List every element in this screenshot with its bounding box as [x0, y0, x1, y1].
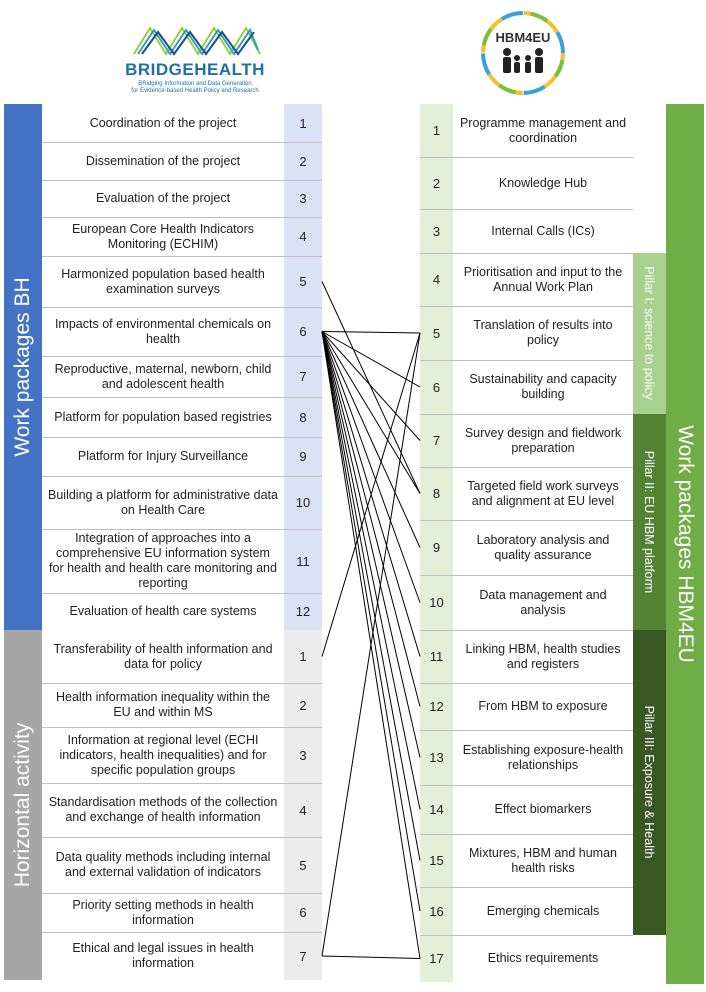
- bh-item-3-text: Evaluation of the project: [95, 191, 231, 205]
- bridgehealth-logo-text: BRIDGEHEALTH: [125, 60, 265, 79]
- hbm-group-band: [666, 104, 704, 984]
- bh-item-6-number: 6: [284, 307, 322, 356]
- ha-item-6-number: 6: [284, 893, 322, 932]
- bh-item-2-number: 2: [284, 142, 322, 180]
- pillar-1-band: [633, 253, 666, 414]
- hbm-item-13-number: 13: [420, 730, 453, 785]
- hbm-item-5-number: 5: [420, 306, 453, 360]
- hbm-item-17-number: 17: [420, 935, 453, 982]
- bh-row-divider: [42, 217, 322, 218]
- bh-item-1-text: Coordination of the project: [89, 115, 237, 130]
- pillar-3-label: Pillar III: Exposure & Health: [642, 705, 656, 859]
- ha-item-5-number: 5: [284, 837, 322, 893]
- hbm-item-15-text: Mixtures, HBM and human health risks: [469, 845, 617, 875]
- hbm-row-divider: [420, 630, 633, 631]
- hbm4eu-family-icon: [478, 8, 568, 98]
- ha-item-2-text: Health information inequality within the EU and within MS: [55, 690, 270, 719]
- hbm-item-10-number: 10: [420, 575, 453, 630]
- ha-item-3-number: 3: [284, 727, 322, 783]
- hbm-item-9-number: 9: [420, 520, 453, 575]
- ha-item-6-text: Priority setting methods in health information: [72, 897, 254, 927]
- link-ha-7-to-hbm-5: [322, 333, 420, 956]
- hbm-item-16-number: 16: [420, 887, 453, 935]
- link-bh-6-to-hbm-7: [322, 332, 420, 441]
- hbm-item-4-text: Prioritisation and input to the Annual Work Plan: [463, 264, 623, 294]
- hbm-item-7-text: Survey design and fieldwork preparation: [464, 425, 622, 455]
- hbm-row-divider: [420, 253, 633, 254]
- bh-group-label: Work packages BH: [11, 277, 34, 457]
- bh-item-3-number: 3: [284, 180, 322, 217]
- bh-item-7-number: 7: [284, 356, 322, 397]
- hbm-row-divider: [420, 360, 633, 361]
- hbm-row-divider: [420, 414, 633, 415]
- bh-item-11-text: Integration of approaches into a comprehensive EU information system for health and health care monitoring and reporting: [49, 531, 277, 590]
- bh-row-divider: [42, 356, 322, 357]
- hbm-item-1-text: Programme management and coordination: [459, 115, 627, 145]
- hbm-item-2-text: Knowledge Hub: [498, 175, 588, 190]
- bridgehealth-tagline-2: for Evidence-based Health Policy and Research: [131, 88, 259, 94]
- pillar-1-label: Pillar I: science to policy: [642, 266, 656, 400]
- hbm-row-divider: [420, 785, 633, 786]
- hbm-item-11-text: Linking HBM, health studies and registers: [465, 641, 621, 671]
- link-bh-6-to-hbm-16: [322, 332, 420, 912]
- hbm-row-divider: [420, 209, 633, 210]
- hbm-row-divider: [420, 683, 633, 684]
- ha-item-1-number: 1: [284, 630, 322, 683]
- pillar-3-band: [633, 630, 666, 935]
- ha-item-4-number: 4: [284, 783, 322, 837]
- hbm-item-12-text: From HBM to exposure: [478, 699, 608, 713]
- bh-item-8-number: 8: [284, 397, 322, 437]
- link-ha-1-to-hbm-5: [322, 333, 420, 657]
- bridgehealth-tagline-1: BRidging Information and Data Generation: [138, 81, 252, 87]
- bridgehealth-wave-icon: [132, 24, 262, 58]
- hbm-item-8-number: 8: [420, 467, 453, 520]
- bh-item-10-text: Building a platform for administrative data on Health Care: [48, 487, 278, 517]
- hbm-item-17-text: Ethics requirements: [487, 951, 599, 965]
- hbm-item-8-text: Targeted field work surveys and alignment at EU level: [467, 478, 619, 508]
- link-bh-6-to-hbm-6: [322, 332, 420, 388]
- link-bh-6-to-hbm-5: [322, 332, 420, 334]
- ha-item-1-text: Transferability of health information and data for policy: [53, 641, 273, 671]
- link-bh-6-to-hbm-9: [322, 332, 420, 548]
- bh-item-9-text: Platform for Injury Surveillance: [77, 449, 249, 463]
- link-ha-7-to-hbm-17: [322, 956, 420, 959]
- hbm-item-6-number: 6: [420, 360, 453, 414]
- bh-item-6-text: Impacts of environmental chemicals on health: [54, 316, 272, 346]
- bh-item-8-text: Platform for population based registries: [54, 409, 272, 424]
- bh-row-divider: [42, 142, 322, 143]
- bh-item-11-number: 11: [284, 529, 322, 593]
- bh-row-divider: [42, 180, 322, 181]
- hbm-item-12-number: 12: [420, 683, 453, 730]
- hbm-row-divider: [420, 467, 633, 468]
- bh-item-9-number: 9: [284, 437, 322, 476]
- hbm-row-divider: [420, 157, 633, 158]
- bh-row-divider: [42, 307, 322, 308]
- hbm-item-14-number: 14: [420, 785, 453, 834]
- bh-item-5-number: 5: [284, 256, 322, 307]
- hbm-row-divider: [420, 935, 633, 936]
- hbm-item-15-number: 15: [420, 834, 453, 887]
- link-bh-6-to-hbm-15: [322, 332, 420, 861]
- hbm-row-divider: [420, 887, 633, 888]
- link-bh-6-to-hbm-14: [322, 332, 420, 810]
- ha-item-5-text: Data quality methods including internal and external validation of indicators: [55, 850, 271, 879]
- hbm-item-9-text: Laboratory analysis and quality assurance: [476, 532, 610, 562]
- hbm-item-1-number: 1: [420, 104, 453, 157]
- hbm-row-divider: [420, 306, 633, 307]
- pillar-2-label: Pillar II: EU HBM platform: [642, 450, 656, 594]
- hbm-item-6-text: Sustainability and capacity building: [469, 372, 617, 401]
- bh-group-band: [4, 104, 42, 630]
- bh-row-divider: [42, 593, 322, 594]
- link-bh-6-to-hbm-11: [322, 332, 420, 657]
- bh-item-12-number: 12: [284, 593, 322, 630]
- hbm-item-3-text: Internal Calls (ICs): [491, 223, 595, 238]
- bh-item-4-text: European Core Health Indicators Monitoring (ECHIM): [71, 221, 255, 251]
- ha-row-divider: [42, 783, 322, 784]
- ha-item-2-number: 2: [284, 683, 322, 727]
- link-bh-6-to-hbm-17: [322, 332, 420, 959]
- hbm-row-divider: [420, 575, 633, 576]
- hbm-item-4-number: 4: [420, 253, 453, 306]
- bridgehealth-logo: [120, 24, 270, 104]
- bh-row-divider: [42, 256, 322, 257]
- bh-row-divider: [42, 397, 322, 398]
- bh-item-5-text: Harmonized population based health examination surveys: [61, 266, 265, 296]
- ha-item-3-text: Information at regional level (ECHI indicators, health inequalities) and for specific population groups: [59, 732, 267, 777]
- bh-item-10-number: 10: [284, 476, 322, 529]
- bh-row-divider: [42, 476, 322, 477]
- ha-group-band: [4, 630, 42, 980]
- ha-row-divider: [42, 683, 322, 684]
- link-bh-6-to-hbm-13: [322, 332, 420, 758]
- ha-row-divider: [42, 727, 322, 728]
- ha-item-7-text: Ethical and legal issues in health information: [72, 941, 254, 970]
- hbm4eu-logo-text: HBM4EU: [495, 30, 551, 45]
- bh-item-4-number: 4: [284, 217, 322, 256]
- hbm-item-5-text: Translation of results into policy: [473, 318, 613, 347]
- hbm-item-10-text: Data management and analysis: [479, 587, 607, 617]
- hbm-item-7-number: 7: [420, 414, 453, 467]
- bh-row-divider: [42, 529, 322, 530]
- hbm-row-divider: [420, 520, 633, 521]
- ha-group-label: Horizontal activity: [11, 722, 34, 888]
- hbm-item-11-number: 11: [420, 630, 453, 683]
- ha-row-divider: [42, 893, 322, 894]
- hbm-item-14-text: Effect biomarkers: [494, 802, 592, 816]
- ha-row-divider: [42, 837, 322, 838]
- ha-item-7-number: 7: [284, 932, 322, 980]
- hbm-item-13-text: Establishing exposure-health relationships: [462, 742, 624, 772]
- hbm-group-label: Work packages HBM4EU: [674, 425, 697, 663]
- hbm-item-3-number: 3: [420, 209, 453, 253]
- link-bh-6-to-hbm-8: [322, 332, 420, 494]
- ha-row-divider: [42, 932, 322, 933]
- bh-item-7-text: Reproductive, maternal, newborn, child and adolescent health: [54, 361, 272, 391]
- link-bh-5-to-hbm-8: [322, 282, 420, 494]
- link-bh-6-to-hbm-10: [322, 332, 420, 603]
- pillar-2-band: [633, 414, 666, 630]
- bh-item-2-text: Dissemination of the project: [85, 153, 241, 168]
- bh-item-1-number: 1: [284, 104, 322, 142]
- ha-item-4-text: Standardisation methods of the collection and exchange of health information: [48, 795, 278, 824]
- hbm-item-16-text: Emerging chemicals: [486, 903, 600, 918]
- hbm-row-divider: [420, 834, 633, 835]
- link-bh-6-to-hbm-12: [322, 332, 420, 707]
- bh-row-divider: [42, 437, 322, 438]
- hbm-item-2-number: 2: [420, 157, 453, 209]
- hbm4eu-logo: [478, 8, 568, 98]
- hbm-row-divider: [420, 730, 633, 731]
- bh-item-12-text: Evaluation of health care systems: [69, 604, 257, 618]
